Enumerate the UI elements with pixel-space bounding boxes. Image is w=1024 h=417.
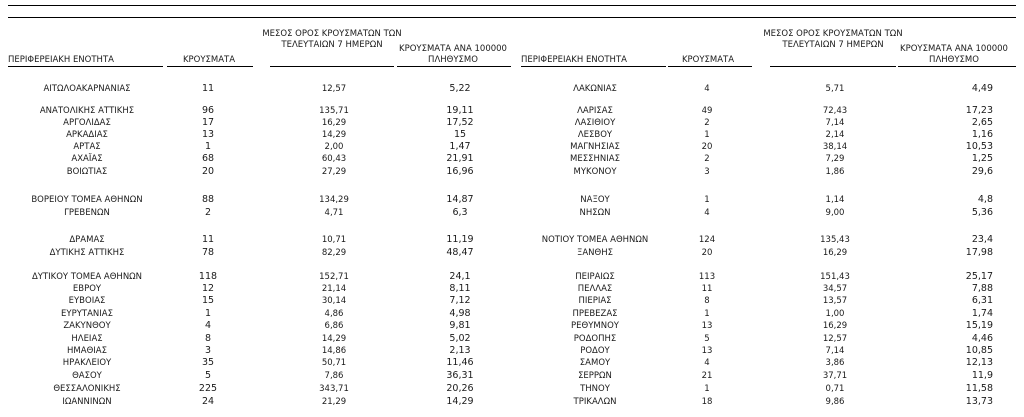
cases-value: 88 [201,194,215,205]
avg7-value: 151,43 [820,272,850,282]
region-name: ΗΛΕΙΑΣ [71,334,103,344]
cases-value: 2 [704,154,710,164]
region-name: ΠΙΕΡΙΑΣ [578,296,612,306]
cases-value: 20 [701,248,713,258]
avg7-value: 9,86 [825,397,845,407]
cases-value: 18 [701,397,713,407]
region-name: ΑΡΚΑΔΙΑΣ [66,130,108,140]
avg7-value: 21,29 [321,397,347,407]
region-name: ΗΜΑΘΙΑΣ [67,346,107,356]
avg7-value: 152,71 [319,272,349,282]
avg7-value: 30,14 [321,296,347,306]
region-name: ΡΟΔΟΥ [580,346,610,356]
region-name: ΡΕΘΥΜΝΟΥ [571,321,619,331]
region-name: ΝΑΞΟΥ [580,195,610,205]
per100k-value: 29,6 [971,166,993,177]
cases-value: 35 [201,357,215,368]
top-rule [8,5,1016,6]
region-name: ΣΕΡΡΩΝ [578,371,612,381]
region-name: ΣΑΜΟΥ [579,358,611,368]
cases-value: 113 [698,272,716,282]
per100k-value: 8,11 [449,283,471,294]
avg7-value: 10,71 [321,235,347,245]
per100k-value: 21,91 [446,153,474,164]
avg7-value: 7,29 [825,154,845,164]
header-underline [8,66,163,67]
per100k-value: 1,16 [971,129,993,140]
per100k-value: 25,17 [965,271,993,282]
region-name: ΛΑΡΙΣΑΣ [577,106,613,116]
avg7-value: 343,71 [319,384,349,394]
region-name: ΡΟΔΟΠΗΣ [573,334,617,344]
avg7-value: 13,57 [822,296,848,306]
region-name: ΔΥΤΙΚΗΣ ΑΤΤΙΚΗΣ [49,248,125,258]
cases-value: 2 [204,207,212,218]
region-name: ΝΗΣΩΝ [579,208,611,218]
region-name: ΑΝΑΤΟΛΙΚΗΣ ΑΤΤΙΚΗΣ [39,106,135,116]
per100k-value: 1,47 [449,141,471,152]
region-name: ΜΥΚΟΝΟΥ [573,167,617,177]
header-region-left: ΠΕΡΙΦΕΡΕΙΑΚΗ ΕΝΟΤΗΤΑ [8,55,114,65]
per100k-value: 11,46 [446,357,474,368]
per100k-value: 4,49 [971,83,993,94]
header-avg-right: ΜΕΣΟΣ ΟΡΟΣ ΚΡΟΥΣΜΑΤΩΝ ΤΩΝ ΤΕΛΕΥΤΑΙΩΝ 7 ΗΜΕΡΩΝ [763,29,903,50]
region-name: ΗΡΑΚΛΕΙΟΥ [62,358,112,368]
cases-value: 13 [701,346,713,356]
region-name: ΓΡΕΒΕΝΩΝ [64,208,110,218]
per100k-value: 12,13 [965,357,993,368]
avg7-value: 16,29 [321,118,347,128]
per100k-value: 17,98 [965,247,993,258]
cases-value: 21 [701,371,713,381]
avg7-value: 50,71 [321,358,347,368]
avg7-value: 7,14 [825,346,845,356]
cases-value: 24 [201,396,215,407]
cases-value: 17 [201,117,215,128]
cases-value: 1 [704,309,710,319]
region-name: ΑΙΤΩΛΟΑΚΑΡΝΑΝΙΑΣ [43,84,131,94]
per100k-value: 4,98 [449,308,471,319]
cases-value: 1 [704,195,710,205]
per100k-value: 1,25 [971,153,993,164]
per100k-value: 7,12 [449,295,471,306]
cases-value: 1 [704,130,710,140]
avg7-value: 21,14 [321,284,347,294]
region-name: ΖΑΚΥΝΘΟΥ [63,321,111,331]
cases-value: 3 [204,345,212,356]
per100k-value: 5,22 [449,83,471,94]
avg7-value: 9,00 [825,208,845,218]
avg7-value: 1,00 [825,309,845,319]
per100k-value: 17,23 [965,105,993,116]
cases-value: 20 [201,166,215,177]
cases-value: 118 [198,271,218,282]
region-name: ΑΧΑΪΑΣ [71,154,103,164]
region-name: ΠΡΕΒΕΖΑΣ [572,309,618,319]
per100k-value: 9,81 [449,320,471,331]
cases-value: 5 [204,370,212,381]
region-name: ΛΕΣΒΟΥ [577,130,613,140]
avg7-value: 7,14 [825,118,845,128]
avg7-value: 5,71 [825,84,845,94]
per100k-value: 10,53 [965,141,993,152]
region-name: ΕΒΡΟΥ [72,284,102,294]
region-name: ΒΟΡΕΙΟΥ ΤΟΜΕΑ ΑΘΗΝΩΝ [31,195,143,205]
per100k-value: 20,26 [446,383,474,394]
per100k-value: 4,46 [971,333,993,344]
avg7-value: 27,29 [321,167,347,177]
per100k-value: 36,31 [446,370,474,381]
avg7-value: 6,86 [324,321,344,331]
header-per-right: ΚΡΟΥΣΜΑΤΑ ΑΝΑ 100000 ΠΛΗΘΥΣΜΟ [900,44,1008,65]
avg7-value: 16,29 [822,248,848,258]
avg7-value: 60,43 [321,154,347,164]
region-name: ΞΑΝΘΗΣ [577,248,613,258]
per100k-value: 19,11 [446,105,474,116]
per100k-value: 5,36 [971,207,993,218]
header-cases-left: ΚΡΟΥΣΜΑΤΑ [182,55,236,65]
cases-value: 68 [201,153,215,164]
avg7-value: 82,29 [321,248,347,258]
avg7-value: 14,29 [321,130,347,140]
cases-value: 11 [701,284,713,294]
region-name: ΝΟΤΙΟΥ ΤΟΜΕΑ ΑΘΗΝΩΝ [541,235,649,245]
per100k-value: 6,3 [452,207,468,218]
region-name: ΜΕΣΣΗΝΙΑΣ [570,154,620,164]
header-avg-left: ΜΕΣΟΣ ΟΡΟΣ ΚΡΟΥΣΜΑΤΩΝ ΤΩΝ ΤΕΛΕΥΤΑΙΩΝ 7 ΗΜΕΡΩΝ [262,29,402,50]
avg7-value: 2,00 [324,142,344,152]
per100k-value: 2,65 [971,117,993,128]
avg7-value: 4,71 [324,208,344,218]
region-name: ΘΕΣΣΑΛΟΝΙΚΗΣ [53,384,121,394]
cases-value: 4 [704,358,710,368]
cases-value: 20 [701,142,713,152]
cases-value: 49 [701,106,713,116]
region-name: ΒΟΙΩΤΙΑΣ [66,167,108,177]
cases-value: 225 [198,383,218,394]
region-name: ΤΗΝΟΥ [580,384,610,394]
region-name: ΔΡΑΜΑΣ [69,235,105,245]
region-name: ΤΡΙΚΑΛΩΝ [573,397,617,407]
per100k-value: 17,52 [446,117,474,128]
per100k-value: 14,29 [446,396,474,407]
per100k-value: 1,74 [971,308,993,319]
per100k-value: 15,19 [965,320,993,331]
region-name: ΕΥΡΥΤΑΝΙΑΣ [61,309,113,319]
region-name: ΠΕΙΡΑΙΩΣ [575,272,615,282]
header-underline [270,66,394,67]
avg7-value: 134,29 [319,195,349,205]
cases-value: 4 [204,320,212,331]
cases-value: 124 [698,235,716,245]
avg7-value: 12,57 [321,84,347,94]
region-name: ΘΑΣΟΥ [72,371,102,381]
cases-value: 8 [704,296,710,306]
cases-value: 15 [201,295,215,306]
per100k-value: 48,47 [446,247,474,258]
per100k-value: 16,96 [446,166,474,177]
cases-value: 1 [204,308,212,319]
region-name: ΙΩΑΝΝΙΝΩΝ [62,397,112,407]
cases-value: 13 [201,129,215,140]
per100k-value: 11,19 [446,234,474,245]
avg7-value: 4,86 [324,309,344,319]
per100k-value: 6,31 [971,295,993,306]
avg7-value: 72,43 [822,106,848,116]
avg7-value: 7,86 [324,371,344,381]
avg7-value: 16,29 [822,321,848,331]
cases-value: 78 [201,247,215,258]
per100k-value: 11,9 [971,370,993,381]
region-name: ΕΥΒΟΙΑΣ [68,296,106,306]
cases-value: 2 [704,118,710,128]
region-name: ΜΑΓΝΗΣΙΑΣ [570,142,620,152]
per100k-value: 11,58 [965,383,993,394]
header-underline [167,66,253,67]
header-underline [770,66,896,67]
avg7-value: 34,57 [822,284,848,294]
cases-value: 3 [704,167,710,177]
per100k-value: 5,02 [449,333,471,344]
cases-value: 12 [201,283,215,294]
header-underline [898,66,1016,67]
cases-value: 5 [704,334,710,344]
cases-value: 1 [204,141,212,152]
region-name: ΑΡΓΟΛΙΔΑΣ [63,118,111,128]
avg7-value: 37,71 [822,371,848,381]
cases-value: 4 [704,84,710,94]
header-region-right: ΠΕΡΙΦΕΡΕΙΑΚΗ ΕΝΟΤΗΤΑ [521,55,627,65]
header-underline [521,66,666,67]
per100k-value: 7,88 [971,283,993,294]
avg7-value: 1,86 [825,167,845,177]
per100k-value: 2,13 [449,345,471,356]
cases-value: 4 [704,208,710,218]
cases-value: 96 [201,105,215,116]
header-underline [668,66,752,67]
cases-value: 1 [704,384,710,394]
header-cases-right: ΚΡΟΥΣΜΑΤΑ [681,55,735,65]
region-name: ΛΑΣΙΘΙΟΥ [574,118,616,128]
avg7-value: 135,43 [820,235,850,245]
per100k-value: 15 [453,129,467,140]
cases-value: 13 [701,321,713,331]
per100k-value: 13,73 [965,396,993,407]
per100k-value: 14,87 [446,194,474,205]
avg7-value: 0,71 [825,384,845,394]
avg7-value: 135,71 [319,106,349,116]
per100k-value: 10,85 [965,345,993,356]
avg7-value: 14,29 [321,334,347,344]
cases-value: 11 [201,83,215,94]
avg7-value: 3,86 [825,358,845,368]
avg7-value: 38,14 [822,142,848,152]
per100k-value: 23,4 [971,234,993,245]
cases-value: 11 [201,234,215,245]
region-name: ΔΥΤΙΚΟΥ ΤΟΜΕΑ ΑΘΗΝΩΝ [31,272,143,282]
header-per-left: ΚΡΟΥΣΜΑΤΑ ΑΝΑ 100000 ΠΛΗΘΥΣΜΟ [399,44,507,65]
avg7-value: 2,14 [825,130,845,140]
avg7-value: 12,57 [822,334,848,344]
region-name: ΠΕΛΛΑΣ [577,284,613,294]
region-name: ΑΡΤΑΣ [73,142,101,152]
per100k-value: 4,8 [977,194,993,205]
region-name: ΛΑΚΩΝΙΑΣ [573,84,617,94]
per100k-value: 24,1 [449,271,471,282]
avg7-value: 14,86 [321,346,347,356]
avg7-value: 1,14 [825,195,845,205]
header-underline [397,66,511,67]
top-rule-2 [8,17,1016,18]
cases-value: 8 [204,333,212,344]
